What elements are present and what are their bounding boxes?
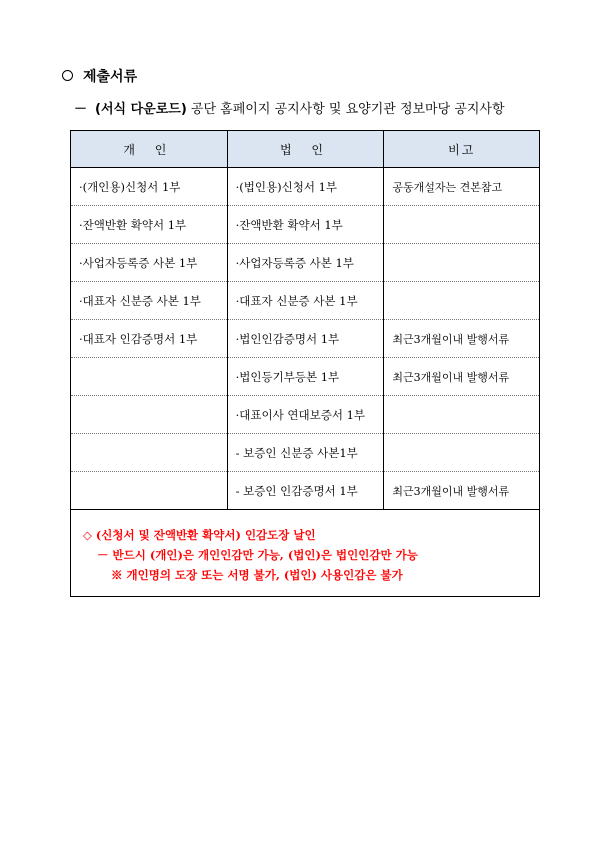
download-note: [74, 98, 505, 117]
table-row: [71, 472, 540, 510]
seal-notice: [70, 517, 540, 597]
documents-table: [70, 130, 540, 510]
table-row: [71, 206, 540, 244]
cell-individual: ·잔액반환 확약서 1부: [71, 206, 228, 244]
table-row: [71, 168, 540, 206]
cell-corporation: ·잔액반환 확약서 1부: [227, 206, 384, 244]
table-header-row: [71, 131, 540, 168]
table-row: [71, 434, 540, 472]
cell-remarks: [384, 282, 540, 320]
cell-remarks: 최근3개월이내 발행서류: [384, 472, 540, 510]
cell-individual: ·대표자 인감증명서 1부: [71, 320, 228, 358]
notice-line-seal-type: － 반드시 (개인)은 개인인감만 가능, (법인)은 법인인감만 가능: [97, 548, 418, 562]
cell-remarks: 최근3개월이내 발행서류: [384, 320, 540, 358]
cell-individual: ·대표자 신분증 사본 1부: [71, 282, 228, 320]
table-row: [71, 396, 540, 434]
cell-individual: [71, 358, 228, 396]
cell-corporation: ·사업자등록증 사본 1부: [227, 244, 384, 282]
notice-line-seal: ◇ (신청서 및 잔액반환 확약서) 인감도장 날인: [83, 528, 316, 542]
download-note-text: 공단 홈페이지 공지사항 및 요양기관 정보마당 공지사항: [186, 102, 505, 117]
table-row: [71, 358, 540, 396]
cell-remarks: [384, 244, 540, 282]
header-corporation: 법 인: [227, 131, 384, 168]
table-row: [71, 320, 540, 358]
cell-remarks: 최근3개월이내 발행서류: [384, 358, 540, 396]
cell-corporation: ·법인인감증명서 1부: [227, 320, 384, 358]
cell-corporation: ·(법인용)신청서 1부: [227, 168, 384, 206]
cell-individual: ·(개인용)신청서 1부: [71, 168, 228, 206]
cell-corporation: ·대표이사 연대보증서 1부: [227, 396, 384, 434]
cell-individual: [71, 434, 228, 472]
header-remarks: 비고: [384, 131, 540, 168]
cell-corporation: ·법인등기부등본 1부: [227, 358, 384, 396]
table-row: [71, 244, 540, 282]
cell-individual: ·사업자등록증 사본 1부: [71, 244, 228, 282]
section-heading: [62, 66, 137, 86]
cell-remarks: 공동개설자는 견본참고: [384, 168, 540, 206]
notice-line-prohibition: ※ 개인명의 도장 또는 서명 불가, (법인) 사용인감은 불가: [111, 568, 403, 582]
cell-remarks: [384, 396, 540, 434]
cell-corporation: ·대표자 신분증 사본 1부: [227, 282, 384, 320]
cell-individual: [71, 472, 228, 510]
section-heading-text: 제출서류: [83, 69, 138, 85]
header-individual: 개 인: [71, 131, 228, 168]
dash-bullet: －: [74, 102, 88, 117]
circle-bullet-icon: [62, 70, 73, 81]
cell-remarks: [384, 206, 540, 244]
table-row: [71, 282, 540, 320]
cell-individual: [71, 396, 228, 434]
cell-corporation: - 보증인 신분증 사본1부: [227, 434, 384, 472]
download-note-label: (서식 다운로드): [95, 102, 187, 117]
cell-corporation: - 보증인 인감증명서 1부: [227, 472, 384, 510]
cell-remarks: [384, 434, 540, 472]
